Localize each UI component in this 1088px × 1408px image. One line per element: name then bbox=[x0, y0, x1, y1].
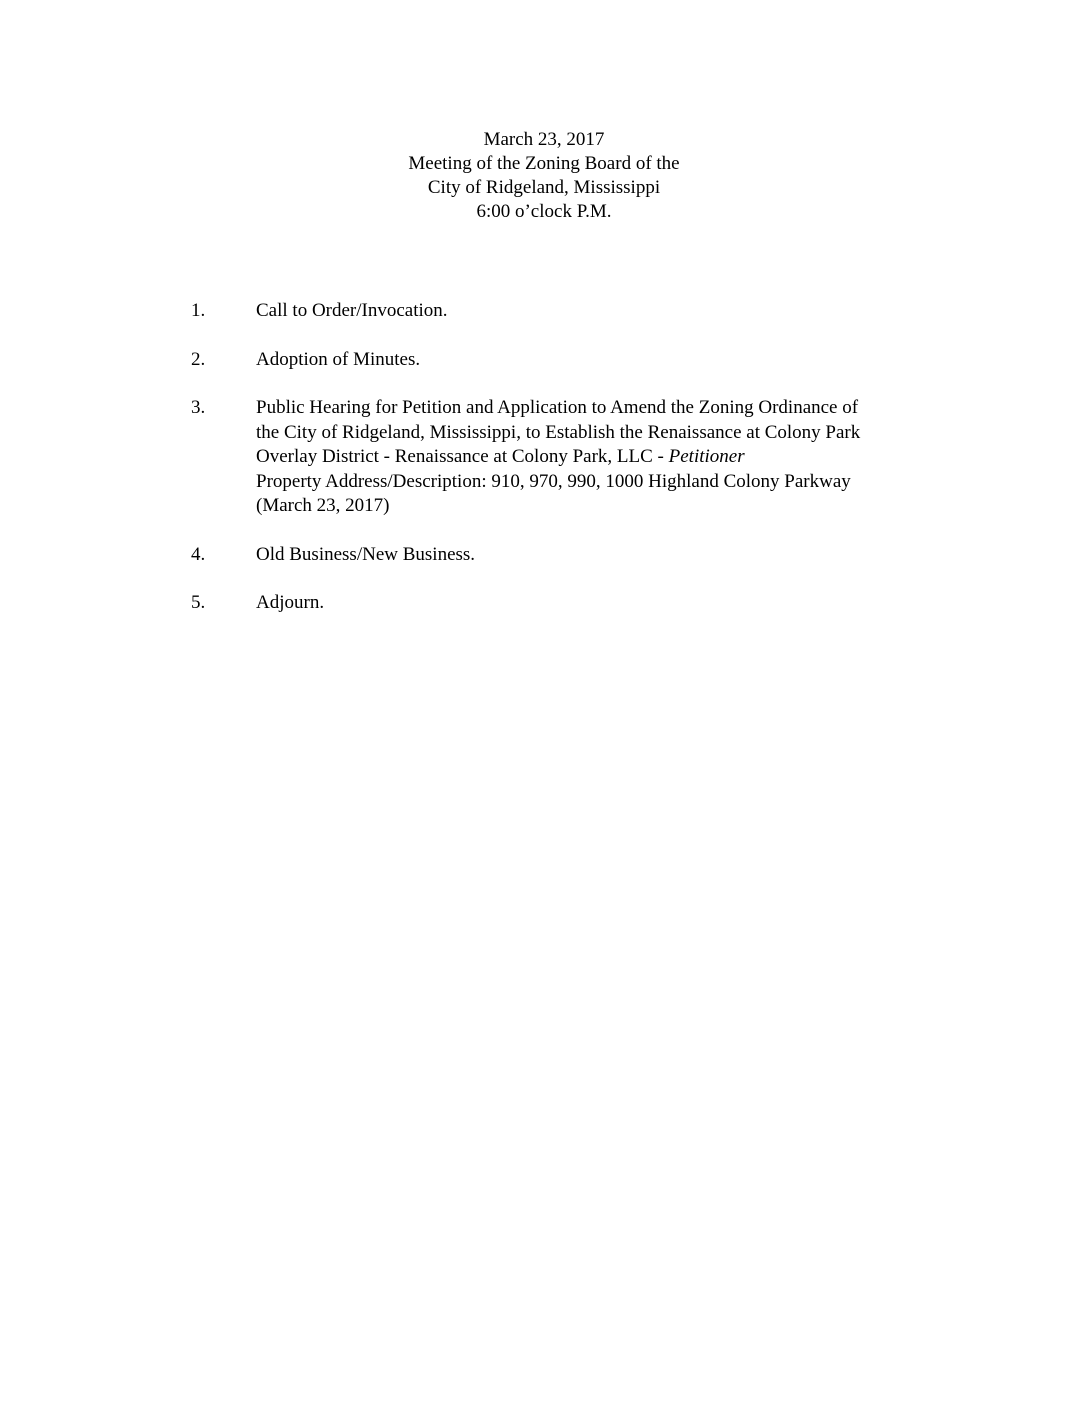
agenda-item-line: the City of Ridgeland, Mississippi, to Establish the Renaissance at Colony Park bbox=[256, 421, 861, 443]
property-address: Property Address/Description: 910, 970, 990, 1000 Highland Colony Parkway bbox=[256, 470, 851, 492]
meeting-time: 6:00 o’clock P.M. bbox=[476, 201, 612, 222]
meeting-header bbox=[0, 128, 1088, 224]
meeting-city: City of Ridgeland, Mississippi bbox=[427, 177, 661, 198]
agenda-item-number: 3. bbox=[191, 397, 206, 418]
agenda-item-line: Public Hearing for Petition and Application to Amend the Zoning Ordinance of bbox=[256, 397, 859, 418]
agenda-item-text: Old Business/New Business. bbox=[256, 543, 476, 565]
agenda-item-5 bbox=[191, 591, 951, 616]
meeting-title: Meeting of the Zoning Board of the bbox=[408, 153, 680, 174]
hearing-date: (March 23, 2017) bbox=[256, 495, 390, 516]
agenda-list bbox=[191, 299, 951, 640]
agenda-item-2 bbox=[191, 348, 951, 373]
petitioner-role: Petitioner bbox=[668, 446, 745, 467]
agenda-item-number: 1. bbox=[191, 300, 206, 321]
agenda-item-text: Adoption of Minutes. bbox=[256, 348, 421, 370]
agenda-item-number: 5. bbox=[191, 592, 206, 613]
agenda-item-text: Call to Order/Invocation. bbox=[256, 300, 448, 321]
agenda-item-1 bbox=[191, 299, 951, 324]
agenda-item-4 bbox=[191, 543, 951, 568]
agenda-item-number: 4. bbox=[191, 543, 206, 565]
agenda-item-text: Adjourn. bbox=[256, 592, 325, 613]
agenda-item-line bbox=[256, 445, 951, 470]
petitioner-name: Overlay District - Renaissance at Colony Park, LLC - bbox=[256, 446, 669, 467]
agenda-item-3 bbox=[191, 396, 951, 519]
agenda-item-number: 2. bbox=[191, 348, 206, 370]
meeting-date: March 23, 2017 bbox=[483, 129, 605, 150]
agenda-item-text bbox=[256, 396, 951, 519]
